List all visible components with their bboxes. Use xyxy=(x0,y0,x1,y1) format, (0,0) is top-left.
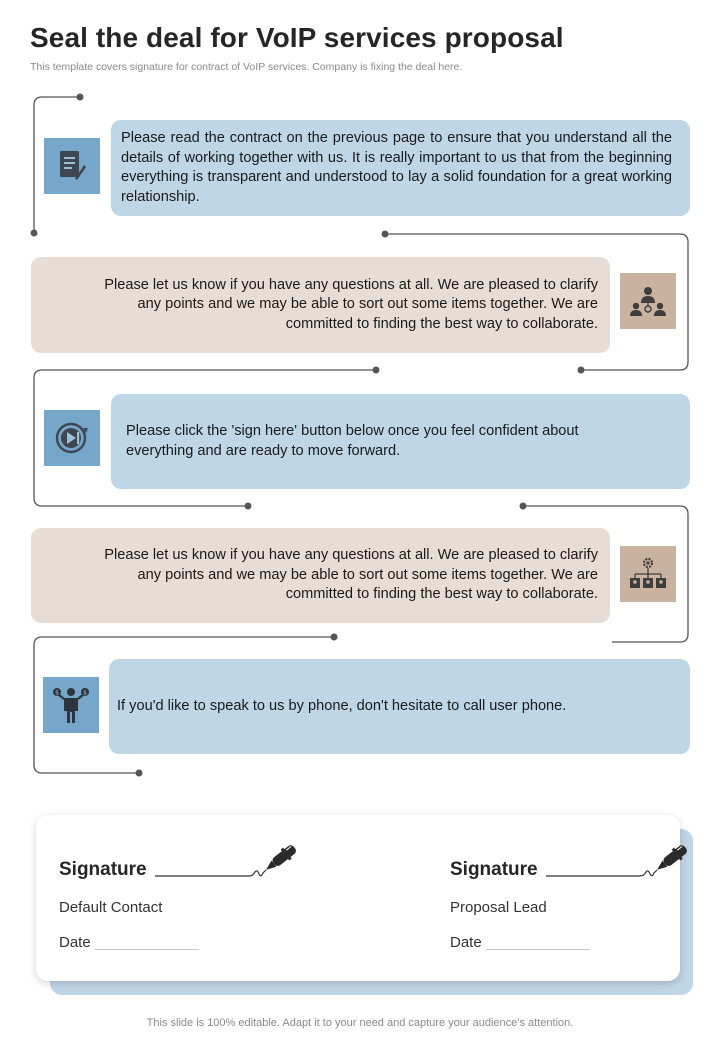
svg-text:$: $ xyxy=(55,689,59,697)
page-title: Seal the deal for VoIP services proposal xyxy=(30,22,564,53)
signature-role: Proposal Lead xyxy=(450,899,547,916)
team-network-icon xyxy=(620,273,676,329)
date-line[interactable] xyxy=(486,949,590,950)
play-forward-icon xyxy=(44,410,100,466)
step-text-4: Please let us know if you have any questions at all. We are pleased to clarify any points and we may be able to sort out some items together. We are committed to finding the best way to collaborate. xyxy=(104,547,598,603)
page-subtitle: This template covers signature for contract of VoIP services. Company is fixing the deal here. xyxy=(30,61,463,73)
step-text-5: If you'd like to speak to us by phone, don't hesitate to call user phone. xyxy=(117,697,567,714)
step-card-1 xyxy=(111,120,690,216)
signature-role: Default Contact xyxy=(59,899,163,916)
person-dollar-icon xyxy=(43,677,99,733)
step-card-2 xyxy=(31,257,610,353)
step-text-2: Please let us know if you have any questions at all. We are pleased to clarify any points and we may be able to sort out some items together. We are committed to finding the best way to collaborate. xyxy=(104,276,598,332)
signature-block-2 xyxy=(450,815,710,981)
signature-block-1 xyxy=(59,815,319,981)
pen-signature-icon xyxy=(149,843,299,883)
svg-text:$: $ xyxy=(83,689,87,697)
signature-label: Signature xyxy=(59,859,147,880)
step-text-1: Please read the contract on the previous page to ensure that you understand all the details of working together with us. It is really important to us that from the beginning everything is transparent and understood to lay a solid foundation for a great working relationship. xyxy=(121,130,672,205)
step-card-3 xyxy=(111,394,690,489)
footer-note: This slide is 100% editable. Adapt it to your need and capture your audience’s attention. xyxy=(146,1017,574,1029)
date-line[interactable] xyxy=(95,949,199,950)
signature-label: Signature xyxy=(450,859,538,880)
org-chart-gear-icon xyxy=(620,546,676,602)
step-card-5 xyxy=(109,659,690,754)
signature-date-label: Date xyxy=(450,934,482,951)
signature-card xyxy=(36,815,680,981)
pen-signature-icon xyxy=(540,843,690,883)
step-card-4 xyxy=(31,528,610,623)
step-text-3: Please click the 'sign here' button below once you feel confident about everything and are ready to move forward. xyxy=(126,423,579,459)
document-edit-icon xyxy=(44,138,100,194)
signature-date-label: Date xyxy=(59,934,91,951)
